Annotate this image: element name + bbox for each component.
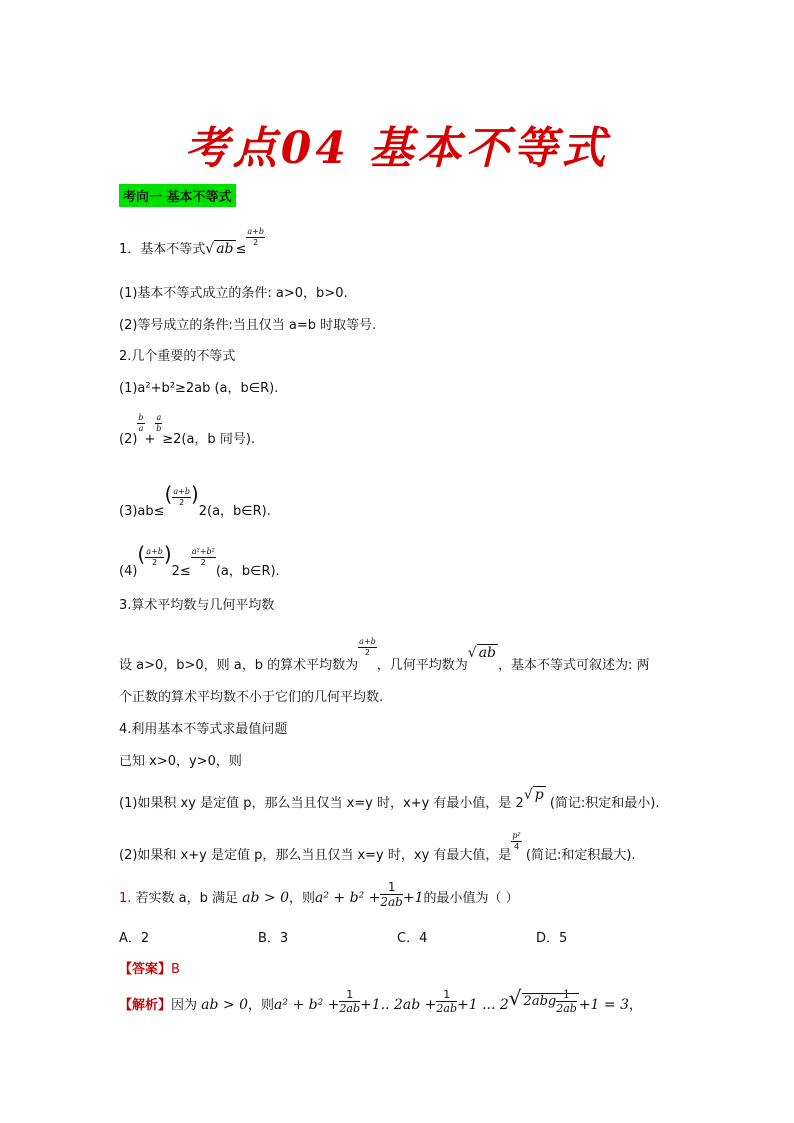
ineq2-frac1 bbox=[137, 413, 144, 433]
q1-text-a: 若实数 a，b 满足 bbox=[131, 891, 243, 907]
page-title: 考点04 基本不等式 bbox=[184, 123, 610, 174]
case2-frac bbox=[511, 831, 521, 851]
q1-number: 1. bbox=[119, 891, 132, 907]
analysis-line bbox=[119, 986, 642, 1015]
analysis-f3-num: 1 bbox=[556, 988, 577, 1002]
answer-value: B bbox=[171, 962, 180, 977]
ineq4-mid: 2≤ bbox=[171, 564, 191, 579]
case1-sqrt-content: p bbox=[534, 787, 544, 803]
ineq2-prefix: (2) bbox=[119, 432, 138, 447]
q1-frac bbox=[380, 880, 402, 910]
paren-close-2: ) bbox=[163, 542, 172, 566]
ineq3-prefix: (3)ab≤ bbox=[119, 504, 165, 519]
le-sign: ≤ bbox=[235, 242, 247, 257]
case2-a: (2)如果和 x+y 是定值 p，那么当且仅当 x=y 时，xy 有最大值，是 bbox=[119, 848, 512, 863]
item4-heading: 4.利用基本不等式求最值问题 bbox=[119, 722, 288, 737]
case1-b: (简记:积定和最小). bbox=[545, 796, 660, 811]
ineq3-frac bbox=[172, 487, 191, 507]
ineq4-line bbox=[119, 542, 280, 579]
para3-a: 设 a>0，b>0，则 a，b 的算术平均数为 bbox=[119, 658, 359, 673]
cond1: (1)基本不等式成立的条件: a>0，b>0. bbox=[119, 286, 348, 301]
frac-ab2-num: a+b bbox=[247, 227, 265, 237]
ineq4-prefix: (4) bbox=[119, 564, 138, 579]
ineq1: (1)a²+b²≥2ab (a，b∈R). bbox=[119, 381, 279, 396]
ineq3-line bbox=[119, 482, 271, 519]
q1-frac-den: 2ab bbox=[380, 895, 403, 910]
paren-close: ) bbox=[190, 482, 199, 506]
section-tag: 考向一 基本不等式 bbox=[119, 184, 236, 207]
choice-d: D．5 bbox=[536, 931, 568, 946]
analysis-f2 bbox=[436, 988, 457, 1015]
q1-expr2: +1 bbox=[402, 890, 424, 907]
ineq4-frac2-den: 2 bbox=[200, 558, 206, 567]
analysis-f2-den: 2ab bbox=[436, 1002, 457, 1015]
para3-d: 个正数的算术平均数不小于它们的几何平均数. bbox=[119, 690, 384, 705]
analysis-e1: a² + b² + bbox=[274, 997, 340, 1013]
q1-expr1: a² + b² + bbox=[315, 890, 381, 907]
para3-sqrt: √ ab bbox=[467, 645, 497, 661]
analysis-f1-den: 2ab bbox=[339, 1002, 360, 1015]
analysis-e3: +1 ... 2 bbox=[457, 997, 509, 1013]
para3-sqrt-content: ab bbox=[478, 645, 497, 661]
ineq4-suffix: (a，b∈R). bbox=[215, 564, 280, 579]
analysis-end: ， bbox=[629, 998, 643, 1013]
para3-frac-den: 2 bbox=[364, 648, 371, 657]
case1-sqrt: √ p bbox=[523, 787, 544, 803]
analysis-a: 因为 bbox=[171, 998, 202, 1013]
case1-a: (1)如果积 xy 是定值 p，那么当且仅当 x=y 时，x+y 有最小值，是 2 bbox=[119, 796, 524, 811]
ineq4-frac1 bbox=[145, 547, 164, 567]
analysis-f1 bbox=[339, 988, 360, 1015]
analysis-f2-num: 1 bbox=[436, 988, 457, 1002]
analysis-sqrt-a: 2abg bbox=[523, 994, 557, 1009]
ineq2-frac2-num: a bbox=[156, 413, 162, 423]
analysis-f3-den: 2ab bbox=[556, 1002, 577, 1015]
choice-b: B．3 bbox=[258, 931, 289, 946]
ineq2-frac2-den: b bbox=[156, 424, 162, 433]
q1-frac-num: 1 bbox=[380, 880, 402, 895]
item3-heading: 3.算术平均数与几何平均数 bbox=[119, 598, 275, 613]
given-line: 已知 x>0，y>0，则 bbox=[119, 754, 242, 769]
analysis-label: 【解析】 bbox=[119, 998, 172, 1013]
para3-frac bbox=[358, 637, 377, 657]
q1-text-c: 的最小值为（ ） bbox=[423, 891, 519, 907]
ineq2-frac1-den: a bbox=[138, 424, 144, 433]
paren-open: ( bbox=[164, 482, 173, 506]
analysis-sqrt: √ 2abg $\frac{1}{2ab}$ bbox=[508, 986, 577, 1015]
analysis-e2: +1.. 2ab + bbox=[360, 997, 437, 1013]
ineq2-frac1-num: b bbox=[138, 413, 144, 423]
case1-line bbox=[119, 784, 660, 811]
ineq3-frac-num: a+b bbox=[173, 487, 190, 497]
para3-b: ，几何平均数为 bbox=[376, 658, 468, 673]
case2-frac-num: p² bbox=[512, 831, 521, 841]
ineq2-line bbox=[119, 412, 256, 447]
analysis-f3 bbox=[556, 988, 577, 1015]
ineq4-frac2-num: a²+b² bbox=[191, 547, 215, 557]
cond2: (2)等号成立的条件:当且仅当 a=b 时取等号. bbox=[119, 318, 377, 333]
answer-label: 【答案】 bbox=[119, 962, 172, 977]
para3-line bbox=[119, 636, 650, 673]
ineq2-plus: + bbox=[144, 432, 156, 447]
analysis-sqrt-body bbox=[522, 987, 579, 1015]
ineq4-frac1-den: 2 bbox=[151, 558, 158, 567]
item1-line bbox=[119, 227, 265, 260]
ineq2-frac2 bbox=[155, 413, 162, 433]
question-1 bbox=[119, 880, 519, 910]
item1-prefix: 1．基本不等式 bbox=[119, 242, 206, 257]
sqrt-ab: √ ab bbox=[205, 241, 234, 257]
sqrt-ab-content: ab bbox=[216, 241, 234, 257]
ineq3-frac-den: 2 bbox=[179, 498, 185, 507]
answer-line bbox=[119, 958, 180, 977]
para3-c: ，基本不等式可叙述为: 两 bbox=[498, 658, 650, 673]
analysis-cond: ab > 0 bbox=[201, 997, 249, 1013]
analysis-e4: +1 = 3 bbox=[578, 997, 630, 1013]
q1-cond: ab > 0 bbox=[242, 890, 290, 907]
case2-line bbox=[119, 830, 636, 863]
q1-text-b: ，则 bbox=[289, 891, 316, 907]
choice-a: A．2 bbox=[119, 931, 150, 946]
analysis-f1-num: 1 bbox=[339, 988, 360, 1002]
item2-heading: 2.几个重要的不等式 bbox=[119, 349, 236, 364]
case2-frac-den: 4 bbox=[514, 842, 520, 851]
frac-ab2-den: 2 bbox=[253, 238, 259, 247]
case2-b: (简记:和定积最大). bbox=[521, 848, 636, 863]
ineq2-suffix: ≥2(a，b 同号). bbox=[162, 432, 256, 447]
para3-frac-num: a+b bbox=[359, 637, 376, 647]
choice-c: C．4 bbox=[397, 931, 428, 946]
ineq4-frac2 bbox=[191, 547, 216, 567]
analysis-b: ，则 bbox=[248, 998, 275, 1013]
paren-open-2: ( bbox=[137, 542, 146, 566]
frac-ab2 bbox=[246, 227, 265, 247]
ineq3-suffix: 2(a，b∈R). bbox=[198, 504, 271, 519]
ineq4-frac1-num: a+b bbox=[146, 547, 163, 557]
